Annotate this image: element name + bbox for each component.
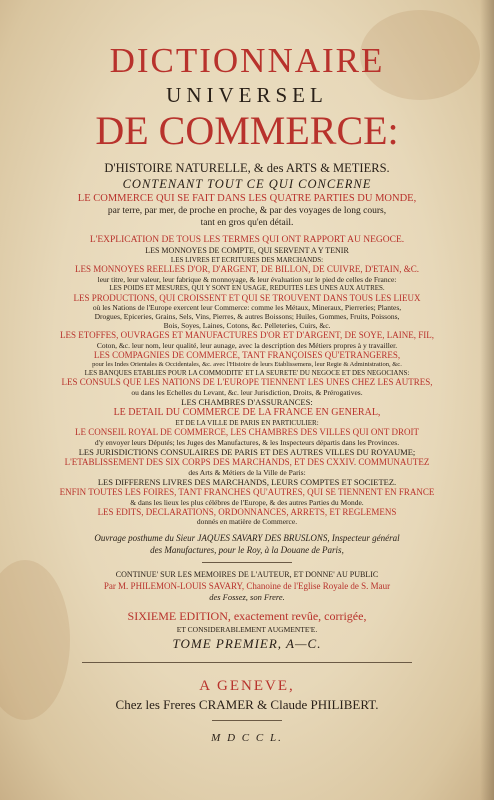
contents-line: leur titre, leur valeur, leur fabrique & monnoyage, & leur évaluation sur le pied de celles de France: — [97, 274, 397, 284]
contents-line: LE CONSEIL ROYAL DE COMMERCE, LES CHAMBRES DES VILLES QUI ONT DROIT — [74, 427, 419, 438]
contents-line: L'EXPLICATION DE TOUS LES TERMES QUI ONT RAPPORT AU NEGOCE. — [89, 235, 405, 245]
subtitle-line-4: par terre, par mer, de proche en proche, & par des voyages de long cours, — [107, 206, 387, 216]
continuation-line-2: Par M. PHILEMON-LOUIS SAVARY, Chanoine de l'Eglise Royale de S. Maur — [103, 581, 391, 592]
page-edge-shadow — [480, 0, 494, 800]
title-line-3: DE COMMERCE: — [95, 108, 399, 153]
subtitle-line-2: CONTENANT TOUT CE QUI CONCERNE — [122, 177, 372, 191]
contents-line: LES BANQUES ETABLIES POUR LA COMMODITE' ET LA SEURETE' DU NEGOCE ET DES NEGOCIANS: — [84, 368, 410, 377]
contents-line: LE DETAIL DU COMMERCE DE LA FRANCE EN GENERAL, — [113, 407, 381, 419]
contents-line: & dans les lieux les plus célébres de l'Europe, & des autres Parties du Monde. — [130, 497, 364, 507]
contents-line: LES POIDS ET MESURES, QUI Y SONT EN USAGE, REDUITES LES UNES AUX AUTRES. — [109, 283, 385, 292]
contents-line: L'ETABLISSEMENT DES SIX CORPS DES MARCHANDS, ET DES CXXIV. COMMUNAUTEZ — [64, 457, 430, 468]
contents-line: donnés en matière de Commerce. — [196, 517, 298, 527]
subtitle-line-3: LE COMMERCE QUI SE FAIT DANS LES QUATRE PARTIES DU MONDE, — [77, 193, 417, 204]
author-line-1: Ouvrage posthume du Sieur JAQUES SAVARY DES BRUSLONS, Inspecteur général — [94, 533, 400, 544]
contents-line: ENFIN TOUTES LES FOIRES, TANT FRANCHES QU'AUTRES, QUI SE TIENNENT EN FRANCE — [59, 486, 435, 497]
contents-line: LES DIFFERENS LIVRES DES MARCHANDS, LEURS COMPTES ET SOCIETEZ. — [97, 476, 397, 487]
contents-line: Drogues, Epiceries, Grains, Sels, Vins, Pierres, & autres Boissons; Huiles, Gommes, Fruits, Poissons, — [94, 312, 400, 322]
contents-line: LES PRODUCTIONS, QUI CROISSENT ET QUI SE TROUVENT DANS TOUS LES LIEUX — [73, 292, 421, 303]
contents-line: Bois, Soyes, Laines, Cotons, &c. Pelleteries, Cuirs, &c. — [163, 321, 331, 331]
contents-line: des Arts & Métiers de la Ville de Paris: — [188, 467, 306, 477]
contents-line: pour les Indes Orientales & Occidentales, &c. avec l'Histoire de leurs Etablissemens, leur Regie & Administration, &c. — [92, 360, 402, 368]
contents-line: LES LIVRES ET ECRITURES DES MARCHANDS: — [170, 255, 324, 264]
imprint-block — [20, 677, 474, 745]
imprint-year: M D C C L. — [211, 732, 283, 745]
title-line-1: DICTIONNAIRE — [109, 41, 385, 80]
edition-block — [20, 609, 474, 652]
contents-list — [20, 235, 474, 526]
contents-line: ou dans les Echelles du Levant, &c. leur Jurisdiction, Droits, & Prérogatives. — [131, 388, 363, 397]
contents-line: LES JURISDICTIONS CONSULAIRES DE PARIS ET DES AUTRES VILLES DU ROYAUME; — [78, 447, 416, 458]
author-block — [20, 532, 474, 556]
continuation-line-1: CONTINUE' SUR LES MEMOIRES DE L'AUTEUR, ET DONNE' AU PUBLIC — [115, 570, 379, 580]
contents-line: LES ETOFFES, OUVRAGES ET MANUFACTURES D'OR ET D'ARGENT, DE SOYE, LAINE, FIL, — [60, 330, 434, 341]
divider-rule — [212, 720, 282, 721]
imprint-printers: Chez les Freres CRAMER & Claude PHILIBERT. — [115, 697, 379, 713]
author-line-2: des Manufactures, pour le Roy, à la Douane de Paris, — [150, 545, 344, 556]
subtitle-line-5: tant en gros qu'en détail. — [200, 218, 294, 228]
contents-line: d'y envoyer leurs Députés; les Juges des Manufactures, & les Inspecteurs départis dans les Provinces. — [94, 437, 400, 447]
contents-line: où les Nations de l'Europe exercent leur Commerce: comme les Métaux, Mineraux, Pierreries; Plantes, — [92, 303, 402, 313]
contents-line: LES COMPAGNIES DE COMMERCE, TANT FRANÇOISES QU'ETRANGERES, — [93, 350, 401, 361]
title-line-2: UNIVERSEL — [166, 83, 328, 107]
contents-line: LES MONNOYES DE COMPTE, QUI SERVENT A Y TENIR — [145, 246, 349, 256]
title-page-content — [20, 0, 474, 745]
contents-line: LES CONSULS QUE LES NATIONS DE L'EUROPE TIENNENT LES UNES CHEZ LES AUTRES, — [61, 377, 433, 388]
edition-line-3: TOME PREMIER, A—C. — [172, 636, 322, 652]
title-block — [20, 0, 474, 154]
subtitle-line-1: D'HISTOIRE NATURELLE, & des ARTS & METIERS. — [104, 161, 390, 175]
contents-line: LES MONNOYES REELLES D'OR, D'ARGENT, DE BILLON, DE CUIVRE, D'ETAIN, &C. — [75, 264, 419, 275]
edition-line-1: SIXIEME EDITION, exactement revûe, corrigée, — [127, 609, 367, 624]
subtitle-block — [20, 160, 474, 229]
divider-rule — [202, 562, 292, 563]
contents-line: LES EDITS, DECLARATIONS, ORDONNANCES, ARRETS, ET REGLEMENS — [97, 506, 397, 517]
continuation-block — [20, 569, 474, 603]
contents-line: ET DE LA VILLE DE PARIS EN PARTICULIER: — [175, 418, 319, 427]
edition-line-2: ET CONSIDERABLEMENT AUGMENTE'E. — [176, 625, 318, 635]
continuation-line-3: des Fossez, son Frere. — [209, 592, 285, 603]
divider-rule — [82, 662, 412, 663]
contents-line: Coton, &c. leur nom, leur qualité, leur aunage, avec la description des Métiers propres à y travailler. — [96, 341, 398, 351]
imprint-city: A GENEVE, — [199, 678, 295, 695]
contents-line: LES CHAMBRES D'ASSURANCES: — [181, 397, 313, 408]
